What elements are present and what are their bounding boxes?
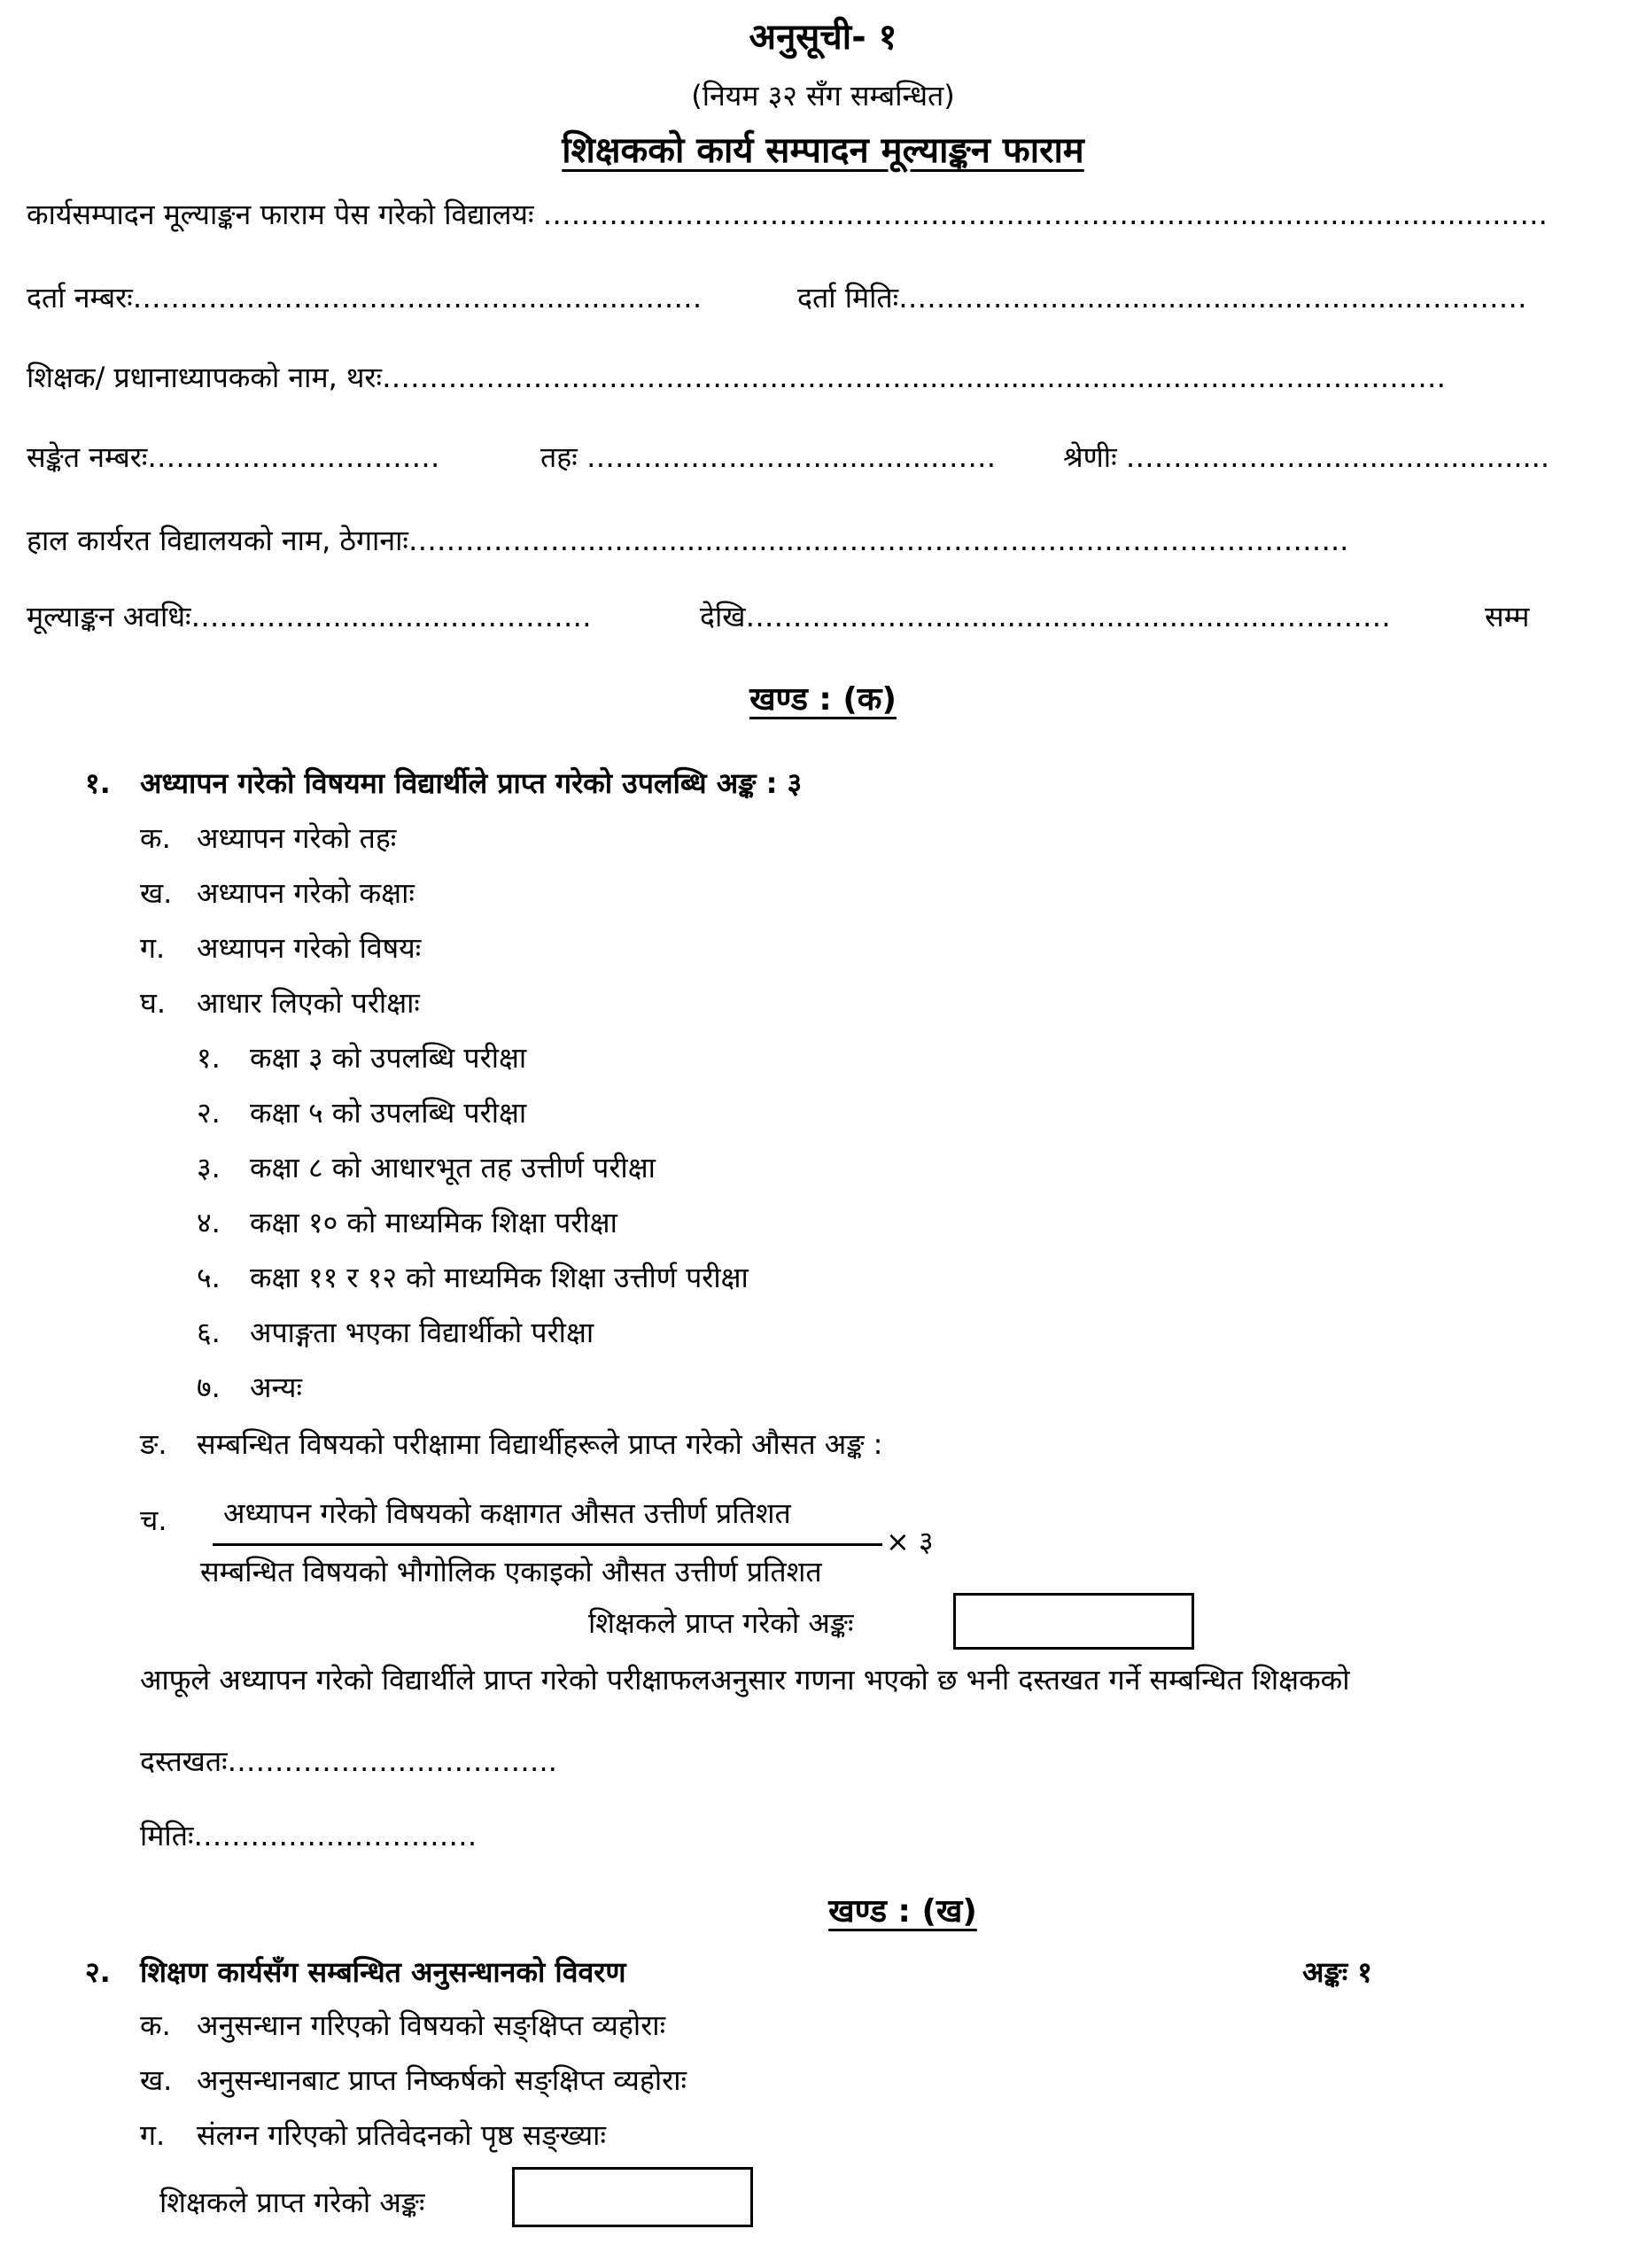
item-label: ङ. (140, 1427, 167, 1461)
score-label-a: शिक्षकले प्राप्त गरेको अङ्कः (588, 1606, 854, 1640)
item-average-marks: सम्बन्धित विषयको परीक्षामा विद्यार्थीहरूले प्राप्त गरेको औसत अङ्क : (197, 1427, 883, 1461)
question-2-marks: अङ्कः १ (1302, 1955, 1372, 1989)
score-box-a[interactable] (953, 1593, 1194, 1650)
exam-number: ६. (197, 1316, 221, 1349)
item-label: क. (140, 821, 171, 855)
fraction-multiplier: × ३ (886, 1525, 934, 1558)
item-label: ग. (140, 931, 166, 965)
exam-number: ५. (197, 1261, 221, 1294)
field-code-number: सङ्केत नम्बरः……………….………… (27, 440, 440, 474)
exam-option: कक्षा ५ को उपलब्धि परीक्षा (250, 1096, 527, 1130)
rule-reference: (नियम ३२ सँग सम्बन्धित) (691, 79, 955, 113)
field-teacher-name: शिक्षक/ प्रधानाध्यापकको नाम, थरः………………………………………………….............................………………….…… (27, 361, 1447, 394)
signature-field: दस्तखतः…………………………….. (140, 1744, 557, 1778)
item-label: च. (140, 1503, 167, 1537)
field-registration-date: दर्ता मितिः……………….........................….…......………… (797, 281, 1527, 315)
exam-number: २. (197, 1096, 221, 1130)
exam-option: कक्षा ३ को उपलब्धि परीक्षा (250, 1041, 527, 1075)
item-label: ख. (140, 2063, 173, 2097)
declaration-text: आफूले अध्यापन गरेको विद्यार्थीले प्राप्त गरेको परीक्षाफलअनुसार गणना भएको छ भनी दस्तखत गर्ने सम्बन्धित शिक्षकको (140, 1663, 1350, 1697)
field-registration-number: दर्ता नम्बरः…………………………..………..............…… (27, 281, 703, 315)
item-label: ख. (140, 876, 173, 910)
schedule-heading: अनुसूची- १ (749, 17, 897, 58)
fraction-numerator: अध्यापन गरेको विषयको कक्षागत औसत उत्तीर्ण प्रतिशत (223, 1496, 791, 1530)
exam-number: ४. (197, 1206, 221, 1239)
field-period-start: मूल्याङ्कन अवधिः…………….............…………… (27, 600, 592, 633)
form-title: शिक्षकको कार्य सम्पादन मूल्याङ्कन फाराम (562, 130, 1084, 171)
date-field: मितिः………………………… (140, 1819, 477, 1852)
question-2-number: २. (85, 1955, 111, 1989)
exam-option: कक्षा ८ को आधारभूत तह उत्तीर्ण परीक्षा (250, 1151, 656, 1184)
item-report-pages: संलग्न गरिएको प्रतिवेदनको पृष्ठ सङ्ख्याः (197, 2118, 606, 2152)
score-label-b: शिक्षकले प्राप्त गरेको अङ्कः (159, 2186, 425, 2219)
question-2-text: शिक्षण कार्यसँग सम्बन्धित अनुसन्धानको विवरण (140, 1955, 626, 1989)
section-a-heading: खण्ड : (क) (749, 681, 897, 718)
field-grade: श्रेणीः …………………......................... (1063, 440, 1550, 474)
item-research-findings: अनुसन्धानबाट प्राप्त निष्कर्षको सङ्क्षिप्त व्यहोराः (197, 2063, 687, 2097)
section-b-heading: खण्ड : (ख) (828, 1893, 977, 1930)
item-teaching-class: अध्यापन गरेको कक्षाः (197, 876, 415, 910)
item-base-exam: आधार लिएको परीक्षाः (197, 986, 420, 1020)
exam-number: १. (197, 1041, 221, 1075)
item-teaching-subject: अध्यापन गरेको विषयः (197, 931, 422, 965)
item-teaching-level: अध्यापन गरेको तहः (197, 821, 397, 855)
item-label: ग. (140, 2118, 166, 2152)
exam-option: अन्यः (250, 1371, 302, 1404)
exam-option: कक्षा ११ र १२ को माध्यमिक शिक्षा उत्तीर्ण परीक्षा (250, 1261, 749, 1294)
score-box-b[interactable] (512, 2167, 753, 2227)
exam-number: ३. (197, 1151, 221, 1184)
item-label: क. (140, 2008, 171, 2042)
question-1-number: १. (85, 766, 111, 800)
fraction-denominator: सम्बन्धित विषयको भौगोलिक एकाइको औसत उत्तीर्ण प्रतिशत (200, 1555, 822, 1588)
field-school: कार्यसम्पादन मूल्याङ्कन फाराम पेस गरेको विद्यालयः ……………………………………………………………...................................…. (27, 198, 1548, 231)
exam-option: अपाङ्गता भएका विद्यार्थीको परीक्षा (250, 1316, 594, 1349)
field-period-end: सम्म (1485, 600, 1530, 633)
question-1-text: अध्यापन गरेको विषयमा विद्यार्थीले प्राप्त गरेको उपलब्धि अङ्क : ३ (140, 766, 803, 800)
field-level: तहः ………………….….............…… (540, 440, 997, 474)
field-current-school: हाल कार्यरत विद्यालयको नाम, ठेगानाः……………….............................……………………….…………………….. (27, 524, 1349, 557)
item-label: घ. (140, 986, 167, 1020)
field-period-mid: देखि………………….....................................………… (700, 600, 1391, 633)
fraction-line (213, 1543, 882, 1546)
item-research-subject: अनुसन्धान गरिएको विषयको सङ्क्षिप्त व्यहोराः (197, 2008, 666, 2042)
exam-number: ७. (197, 1371, 221, 1404)
exam-option: कक्षा १० को माध्यमिक शिक्षा परीक्षा (250, 1206, 617, 1239)
